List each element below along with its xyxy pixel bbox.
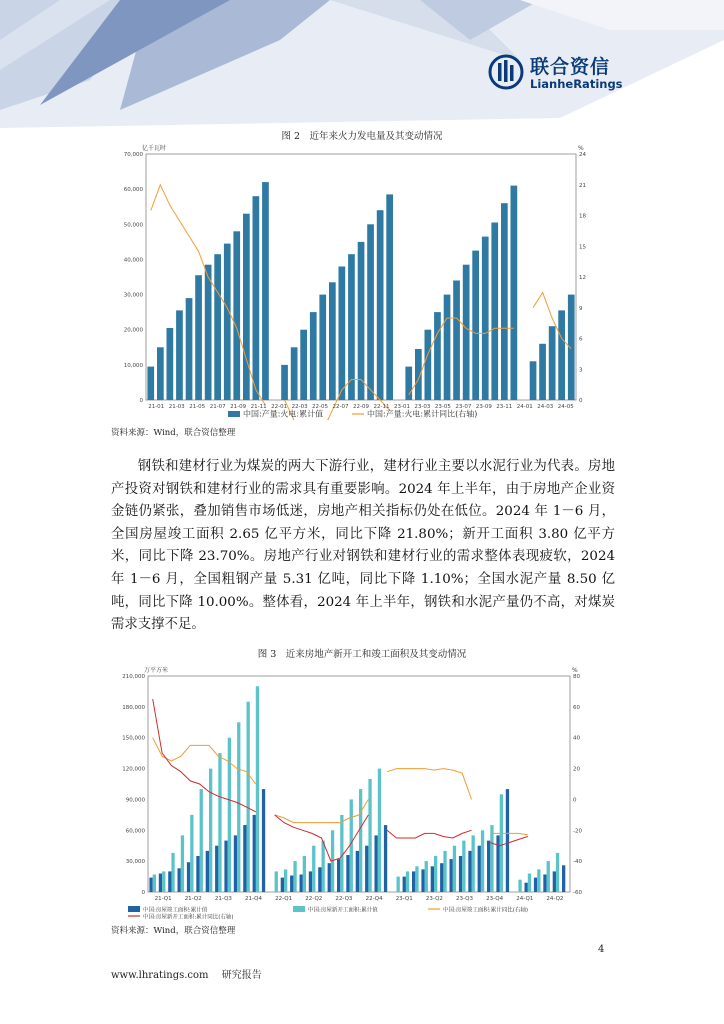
fig3-bar: [506, 789, 509, 892]
fig3-left-tick: 90,000: [125, 797, 145, 804]
fig2-bar: [568, 295, 575, 400]
fig3-bar: [443, 851, 446, 892]
fig2-bar: [511, 186, 518, 400]
fig3-bar: [196, 856, 199, 892]
fig3-bar: [496, 835, 499, 892]
fig2-bar: [472, 251, 479, 400]
fig2-x-tick: 21-03: [168, 404, 185, 410]
fig3-bar: [562, 865, 565, 892]
fig3-left-unit: 万平方米: [144, 667, 169, 674]
fig3-bar: [224, 841, 227, 892]
fig2-bar: [319, 295, 326, 400]
fig2-left-tick: 70,000: [123, 152, 143, 158]
fig2-right-tick: 12: [579, 275, 586, 281]
fig3-bar: [534, 878, 537, 892]
fig3-bar: [528, 874, 531, 893]
fig3-bar: [168, 871, 171, 892]
fig3-legend-label: 中国:房屋竣工面积:累计同比(右轴): [443, 907, 528, 914]
fig3-bar: [440, 863, 443, 892]
fig2-left-unit: 亿千瓦时: [142, 145, 167, 152]
fig2-bar: [224, 244, 231, 400]
fig3-bar: [290, 876, 293, 893]
fig2-bar: [463, 265, 470, 400]
fig3-bar: [472, 835, 475, 892]
fig2-bar: [358, 242, 365, 400]
fig2-bar: [205, 265, 212, 400]
fig3-bar: [462, 841, 465, 892]
fig3-x-tick: 21-Q2: [184, 896, 202, 902]
fig2-x-tick: 21-01: [148, 404, 165, 410]
fig2-left-tick: 0: [139, 398, 143, 404]
fig3-right-tick: -20: [573, 828, 582, 835]
fig3-bar: [275, 871, 278, 892]
fig2-x-tick: 22-03: [291, 404, 308, 410]
fig3-left-tick: 60,000: [125, 828, 145, 835]
body-paragraph-text: 钢铁和建材行业为煤炭的两大下游行业，建材行业主要以水泥行业为代表。房地产投资对钢铁和建材行业的需求具有重要影响。2024 年上半年，由于房地产企业资金链仍紧张，叠加销售市场低迷，房地产相关指标仍处在低位。2024 年 1－6 月，全国房屋竣工面积 2.65 亿平方米，同比下降 21.80%；新开工面积 3.80 亿平方米，同比下降 23.70%。房地产行业对钢铁和建材行业的需求整体表现疲软，2024 年 1－6 月，全国粗钢产量 5.31 亿吨，同比下降 1.10%；全国水泥产量 8.50 亿吨，同比下降 10.00%。整体看，2024 年上半年，钢铁和水泥产量仍不高，对煤炭需求支撑不足。: [111, 459, 615, 633]
fig3-bar: [368, 779, 371, 892]
fig3-bar: [300, 875, 303, 893]
fig3-right-tick: -40: [573, 859, 582, 866]
fig3-bar: [412, 871, 415, 892]
fig2-bar: [186, 298, 193, 400]
fig3-bar: [537, 869, 540, 892]
fig3-bar: [425, 861, 428, 892]
fig3-bar: [243, 825, 246, 892]
fig2-right-tick: 6: [579, 336, 583, 343]
fig2-bar: [310, 312, 317, 400]
fig3-bar: [318, 867, 321, 892]
body-paragraph: [111, 456, 615, 637]
fig3-bar: [284, 869, 287, 892]
fig2-bar: [386, 194, 393, 400]
figure3-chart: [118, 660, 605, 922]
fig3-bar: [468, 851, 471, 892]
fig2-x-tick: 23-03: [414, 404, 431, 410]
fig2-bar: [425, 330, 432, 400]
fig2-bar: [405, 367, 412, 400]
fig2-bar: [329, 282, 336, 400]
fig2-right-tick: 21: [579, 182, 586, 189]
fig2-bar: [291, 347, 298, 400]
fig3-x-tick: 21-Q1: [154, 896, 172, 902]
fig3-x-tick: 23-Q3: [455, 896, 474, 902]
fig3-bar: [340, 815, 343, 892]
fig2-bar: [253, 196, 260, 400]
fig2-x-tick: 23-09: [475, 404, 492, 410]
fig3-bar: [525, 883, 528, 892]
fig2-bar: [444, 295, 451, 400]
figure2-title: 图 2 近年来火力发电量及其变动情况: [281, 131, 443, 142]
fig3-bar: [159, 874, 162, 893]
figure2-source: 资料来源：Wind，联合资信整理: [111, 428, 236, 438]
fig3-bar: [490, 825, 493, 892]
fig2-x-tick: 21-11: [250, 404, 267, 410]
fig3-bar: [303, 856, 306, 892]
fig3-bar: [518, 880, 521, 892]
fig2-bar: [367, 224, 374, 400]
fig2-x-tick: 23-01: [394, 404, 410, 410]
fig3-bar: [384, 825, 387, 892]
fig2-left-tick: 60,000: [123, 187, 143, 194]
fig3-x-tick: 22-Q2: [305, 896, 323, 902]
fig2-right-tick: 0: [579, 398, 583, 404]
fig2-legend-swatch: [228, 411, 240, 417]
fig3-bar: [322, 841, 325, 892]
fig2-left-tick: 40,000: [123, 257, 143, 264]
fig2-right-tick: 24: [579, 152, 586, 158]
fig3-bar: [487, 841, 490, 892]
fig3-bar: [547, 861, 550, 892]
fig2-x-tick: 23-11: [496, 404, 513, 410]
fig3-bar: [293, 861, 296, 892]
fig3-left-tick: 120,000: [122, 766, 145, 773]
fig2-bar: [453, 281, 460, 401]
fig3-bar: [281, 878, 284, 892]
fig3-bar: [553, 871, 556, 892]
fig3-bar: [171, 853, 174, 892]
fig3-bar: [237, 722, 240, 892]
fig3-x-tick: 23-Q2: [425, 896, 443, 902]
fig2-x-tick: 24-05: [557, 404, 574, 410]
footer-site: www.lhratings.com: [111, 970, 209, 981]
fig3-bar: [359, 789, 362, 892]
fig3-left-tick: 150,000: [122, 735, 145, 742]
footer: [111, 966, 272, 981]
fig2-bar: [300, 330, 307, 400]
fig3-bar: [256, 686, 259, 892]
fig2-bar: [339, 267, 346, 401]
fig3-x-tick: 24-Q1: [516, 896, 534, 902]
fig3-bar: [459, 856, 462, 892]
fig3-left-tick: 0: [141, 890, 145, 896]
fig3-bar: [187, 862, 190, 892]
fig3-bar: [253, 815, 256, 892]
logo-text-cn: 联合资信: [530, 56, 611, 78]
fig2-x-tick: 24-01: [516, 404, 533, 410]
fig3-legend-label: 中国:房屋竣工面积:累计值: [143, 907, 208, 914]
fig2-right-tick: 3: [579, 367, 583, 374]
fig3-bar: [337, 859, 340, 892]
fig3-bar: [415, 866, 418, 892]
page-number: 4: [598, 944, 605, 955]
fig3-legend-swatch: [128, 906, 140, 912]
fig2-right-unit: %: [578, 145, 584, 152]
fig3-bar: [190, 815, 193, 892]
fig2-x-tick: 23-07: [455, 404, 472, 410]
fig2-bar: [482, 237, 489, 400]
fig3-bar: [453, 846, 456, 892]
fig2-x-tick: 22-05: [312, 404, 328, 410]
fig3-right-tick: 40: [573, 735, 580, 742]
fig3-bar: [431, 866, 434, 892]
fig3-bar: [181, 835, 184, 892]
fig2-x-tick: 23-05: [434, 404, 451, 410]
fig2-x-tick: 22-07: [332, 404, 349, 410]
fig2-x-tick: 24-03: [537, 404, 554, 410]
fig3-bar: [375, 835, 378, 892]
fig3-bar: [206, 851, 209, 892]
figure2-chart: [118, 142, 605, 420]
fig3-bar: [556, 853, 559, 892]
fig3-bar: [478, 846, 481, 892]
fig3-bar: [312, 846, 315, 892]
fig2-x-tick: 21-09: [230, 404, 247, 410]
fig3-bar: [403, 877, 406, 892]
fig3-bar: [162, 871, 165, 892]
fig3-right-tick: -60: [573, 890, 582, 896]
fig3-right-unit: %: [572, 667, 578, 674]
fig3-legend-label: 中国:房屋新开工面积:累计值: [308, 907, 378, 914]
fig3-bar: [346, 855, 349, 892]
fig3-bar: [309, 871, 312, 892]
fig3-bar: [178, 868, 181, 892]
figure3-source: 资料来源：Wind，联合资信整理: [111, 926, 236, 936]
fig2-right-tick: 9: [579, 305, 583, 312]
fig3-bar: [200, 789, 203, 892]
fig3-x-tick: 22-Q4: [365, 896, 383, 902]
logo-mark-icon: [488, 54, 524, 90]
figure3-title: 图 3 近来房地产新开工和竣工面积及其变动情况: [257, 649, 467, 660]
fig2-right-tick: 18: [579, 213, 586, 220]
fig3-x-tick: 22-Q3: [335, 896, 353, 902]
fig2-right-tick: 15: [579, 244, 586, 251]
fig3-bar: [215, 846, 218, 892]
fig3-bar: [406, 871, 409, 892]
logo-text-en: LianheRatings: [530, 77, 623, 91]
fig2-x-tick: 21-07: [209, 404, 226, 410]
fig2-legend-label: 中国:产量:火电:累计值: [243, 409, 324, 419]
fig2-bar: [214, 254, 221, 400]
fig2-bar: [348, 254, 355, 400]
fig2-bar: [157, 347, 164, 400]
fig2-bar: [491, 223, 498, 401]
fig2-left-tick: 50,000: [123, 222, 143, 229]
fig2-left-tick: 20,000: [123, 327, 143, 334]
fig3-bar: [153, 875, 156, 893]
fig3-x-tick: 21-Q3: [214, 896, 232, 902]
fig2-x-tick: 22-11: [373, 404, 390, 410]
fig2-bar: [539, 344, 546, 400]
fig2-bar: [377, 210, 384, 400]
fig3-x-tick: 22-Q1: [275, 896, 293, 902]
fig3-bar: [421, 869, 424, 892]
fig2-bar: [147, 367, 154, 400]
fig3-left-tick: 30,000: [125, 859, 145, 866]
fig3-bar: [481, 830, 484, 892]
fig3-bar: [434, 856, 437, 892]
fig2-bar: [243, 214, 250, 400]
fig2-left-tick: 10,000: [123, 362, 143, 369]
fig3-bar: [218, 753, 221, 892]
figure3-svg: [118, 660, 605, 922]
fig2-bar: [434, 312, 441, 400]
fig3-bar: [328, 863, 331, 892]
fig3-x-tick: 23-Q4: [486, 896, 504, 902]
fig3-bar: [209, 769, 212, 892]
fig3-x-tick: 23-Q1: [395, 896, 413, 902]
fig3-bar: [234, 835, 237, 892]
fig2-x-tick: 22-01: [271, 404, 288, 410]
fig2-bar: [558, 310, 565, 400]
fig3-bar: [450, 859, 453, 892]
fig3-bar: [378, 769, 381, 892]
fig3-legend-label: 中国:房屋新开工面积:累计同比(右轴): [143, 914, 234, 921]
fig3-right-tick: 0: [573, 797, 577, 804]
company-logo: [488, 52, 628, 96]
fig2-bar: [167, 328, 174, 400]
fig2-bar: [281, 365, 288, 400]
fig3-right-tick: 60: [573, 704, 580, 711]
fig2-legend-label: 中国:产量:火电:累计同比(右轴): [367, 409, 478, 419]
fig2-left-tick: 30,000: [123, 292, 143, 299]
fig2-bar: [176, 310, 183, 400]
fig3-left-tick: 180,000: [122, 704, 145, 711]
fig3-bar: [543, 875, 546, 893]
figure2-svg: [118, 142, 605, 420]
fig2-bar: [501, 203, 508, 400]
footer-doc-type: 研究报告: [221, 970, 262, 981]
fig2-bar: [233, 231, 240, 400]
fig3-bar: [365, 846, 368, 892]
fig2-bar: [195, 275, 202, 400]
fig3-left-tick: 210,000: [122, 674, 145, 680]
fig3-x-tick: 21-Q4: [244, 896, 263, 902]
fig2-bar: [530, 361, 537, 400]
fig2-bar: [262, 182, 269, 400]
fig3-bar: [149, 878, 152, 892]
fig3-bar: [247, 702, 250, 892]
fig2-x-tick: 22-09: [353, 404, 369, 410]
fig3-legend-swatch: [293, 906, 305, 912]
fig3-x-tick: 24-Q2: [546, 896, 564, 902]
fig3-bar: [356, 851, 359, 892]
fig3-right-tick: 20: [573, 766, 580, 773]
fig3-right-tick: 80: [573, 674, 580, 680]
fig3-bar: [397, 877, 400, 892]
fig3-bar: [500, 794, 503, 892]
fig2-bar: [549, 326, 556, 400]
fig2-x-tick: 21-05: [189, 404, 206, 410]
fig3-bar: [262, 789, 265, 892]
